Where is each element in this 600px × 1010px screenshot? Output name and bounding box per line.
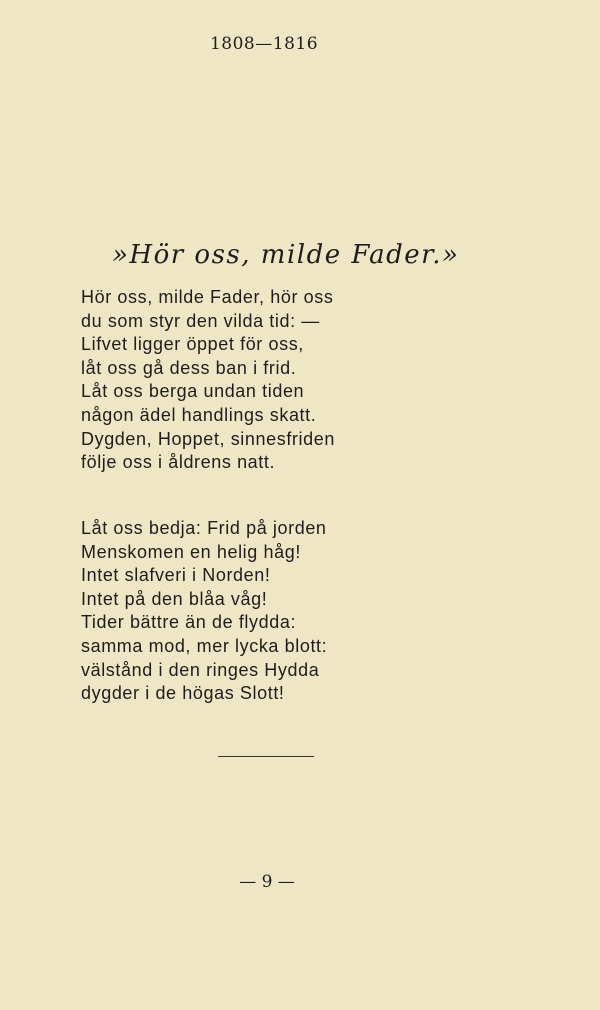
verse-line: Menskomen en helig håg! xyxy=(81,541,301,562)
page-number: — 9 — xyxy=(239,872,295,892)
verse-line: dygder i de högas Slott! xyxy=(81,683,285,704)
verse-line: Intet slafveri i Norden! xyxy=(81,565,271,586)
stanza-1 xyxy=(81,286,335,475)
verse-line: samma mod, mer lycka blott: xyxy=(81,635,328,656)
verse-line: följe oss i åldrens natt. xyxy=(81,452,276,473)
verse-line: någon ädel handlings skatt. xyxy=(81,404,317,425)
running-head: 1808—1816 xyxy=(209,34,319,54)
stanza-2 xyxy=(81,517,327,706)
verse-line: Tider bättre än de flydda: xyxy=(81,612,297,633)
verse-line: Låt oss bedja: Frid på jorden xyxy=(81,518,327,538)
section-divider xyxy=(218,756,314,757)
verse-line: Lifvet ligger öppet för oss, xyxy=(81,334,304,355)
poem-title: »Hör oss, milde Fader.» xyxy=(112,240,460,270)
verse-line: Låt oss berga undan tiden xyxy=(81,381,305,402)
verse-line: Hör oss, milde Fader, hör oss xyxy=(81,287,334,307)
verse-line: Dygden, Hoppet, sinnesfriden xyxy=(81,428,335,449)
verse-line: låt oss gå dess ban i frid. xyxy=(81,357,297,378)
verse-line: du som styr den vilda tid: — xyxy=(81,310,320,331)
verse-line: välstånd i den ringes Hydda xyxy=(81,659,320,680)
verse-line: Intet på den blåa våg! xyxy=(81,588,268,609)
